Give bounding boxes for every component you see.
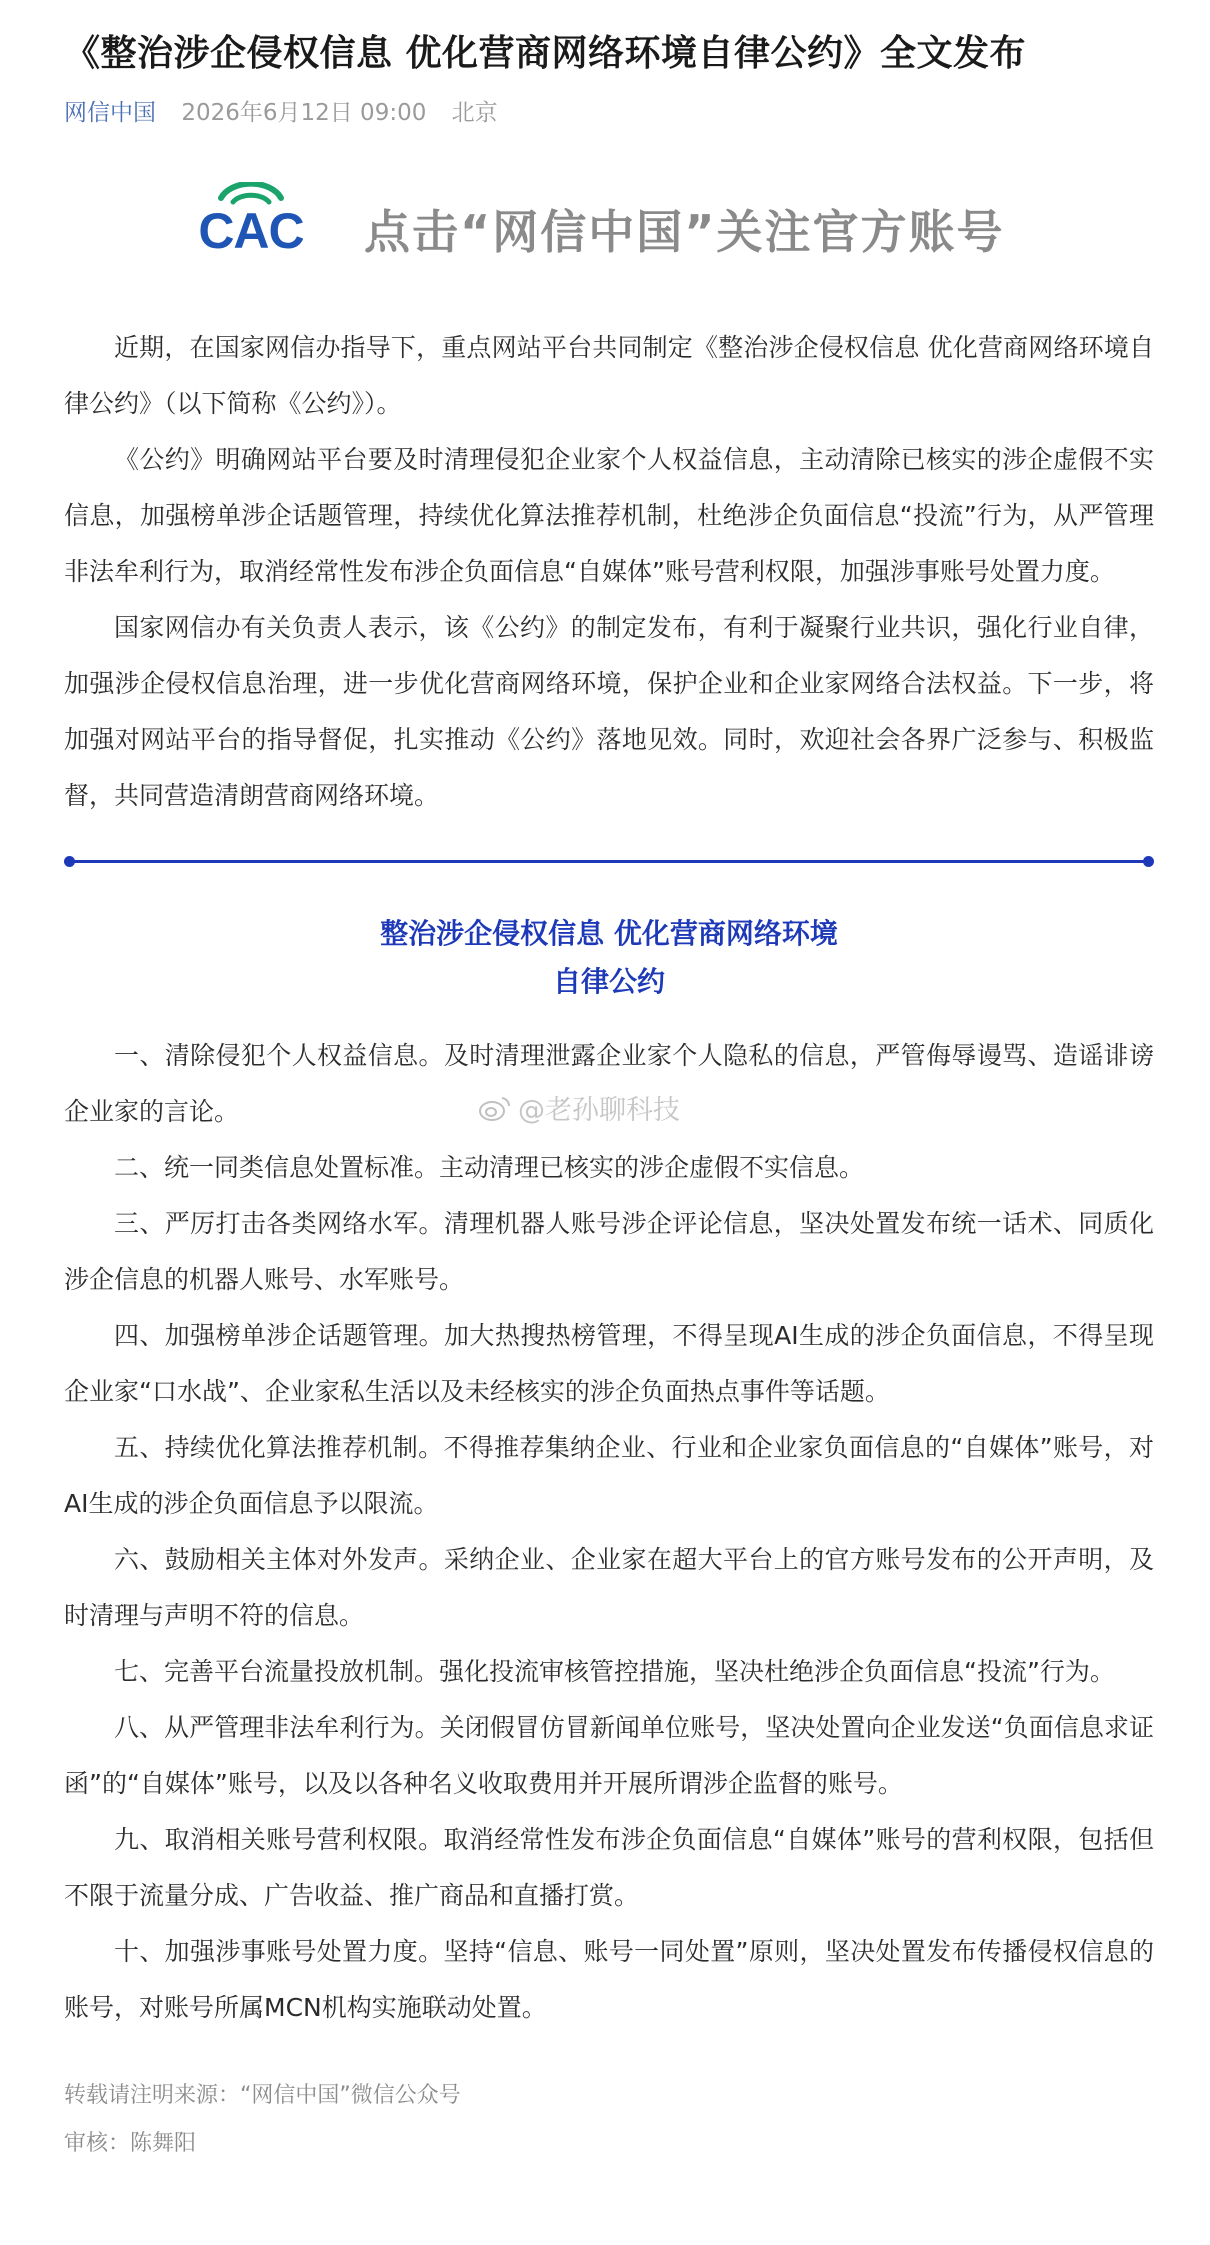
convention-item: 四、加强榜单涉企话题管理。加大热搜热榜管理，不得呈现AI生成的涉企负面信息，不得呈现企业家“口水战”、企业家私生活以及未经核实的涉企负面热点事件等话题。 bbox=[64, 1321, 1154, 1406]
reprint-note: 转载请注明来源：“网信中国”微信公众号 bbox=[64, 2083, 461, 2108]
watermark-text: @老孙聊科技 bbox=[518, 1095, 680, 1126]
intro-paragraph: 国家网信办有关负责人表示，该《公约》的制定发布，有利于凝聚行业共识，强化行业自律，加强涉企侵权信息治理，进一步优化营商网络环境，保护企业和企业家网络合法权益。下一步，将加强对网站平台的指导督促，扎实推动《公约》落地见效。同时，欢迎社会各界广泛参与、积极监督，共同营造清朗营商网络环境。 bbox=[64, 613, 1154, 810]
section-divider bbox=[64, 854, 1154, 868]
cac-logo bbox=[176, 182, 326, 254]
divider-dot bbox=[1143, 856, 1154, 867]
reviewer-note: 审核：陈舞阳 bbox=[64, 2131, 197, 2156]
convention-item: 十、加强涉事账号处置力度。坚持“信息、账号一同处置”原则，坚决处置发布传播侵权信息的账号，对账号所属MCN机构实施联动处置。 bbox=[64, 1937, 1154, 2022]
article-title: 《整治涉企侵权信息 优化营商网络环境自律公约》全文发布 bbox=[64, 33, 1027, 74]
convention-item: 二、统一同类信息处置标准。主动清理已核实的涉企虚假不实信息。 bbox=[114, 1153, 865, 1182]
follow-banner[interactable] bbox=[64, 182, 1154, 282]
banner-slogan: 点击“网信中国”关注官方账号 bbox=[364, 205, 1005, 259]
convention-title-line: 自律公约 bbox=[552, 965, 665, 998]
convention-item: 一、清除侵犯个人权益信息。及时清理泄露企业家个人隐私的信息，严管侮辱谩骂、造谣诽谤企业家的言论。 bbox=[64, 1041, 1154, 1126]
article-page bbox=[64, 0, 1154, 2166]
convention-title bbox=[64, 910, 1154, 1006]
article-meta bbox=[64, 98, 1154, 128]
convention-title-line: 整治涉企侵权信息 优化营商网络环境 bbox=[380, 917, 838, 950]
convention-item: 七、完善平台流量投放机制。强化投流审核管控措施，坚决杜绝涉企负面信息“投流”行为。 bbox=[114, 1657, 1115, 1686]
convention-item: 五、持续优化算法推荐机制。不得推荐集纳企业、行业和企业家负面信息的“自媒体”账号，对AI生成的涉企负面信息予以限流。 bbox=[64, 1433, 1154, 1518]
logo-text: CAC bbox=[198, 203, 304, 254]
divider-line bbox=[68, 860, 1150, 863]
convention-item: 六、鼓励相关主体对外发声。采纳企业、企业家在超大平台上的官方账号发布的公开声明，及时清理与声明不符的信息。 bbox=[64, 1545, 1154, 1630]
weibo-watermark bbox=[478, 1088, 680, 1127]
convention-item: 九、取消相关账号营利权限。取消经常性发布涉企负面信息“自媒体”账号的营利权限，包括但不限于流量分成、广告收益、推广商品和直播打赏。 bbox=[64, 1825, 1154, 1910]
publish-date: 2026年6月12日 09:00 bbox=[181, 100, 427, 126]
convention-item: 八、从严管理非法牟利行为。关闭假冒仿冒新闻单位账号，坚决处置向企业发送“负面信息求证函”的“自媒体”账号，以及以各种名义收取费用并开展所谓涉企监督的账号。 bbox=[64, 1713, 1154, 1798]
weibo-icon bbox=[478, 1094, 512, 1122]
source-link[interactable]: 网信中国 bbox=[64, 100, 156, 126]
convention-items bbox=[64, 1028, 1154, 2036]
convention-item: 三、严厉打击各类网络水军。清理机器人账号涉企评论信息，坚决处置发布统一话术、同质化涉企信息的机器人账号、水军账号。 bbox=[64, 1209, 1154, 1294]
intro-section bbox=[64, 320, 1154, 824]
publish-location: 北京 bbox=[451, 100, 498, 126]
intro-paragraph: 《公约》明确网站平台要及时清理侵犯企业家个人权益信息，主动清除已核实的涉企虚假不实信息，加强榜单涉企话题管理，持续优化算法推荐机制，杜绝涉企负面信息“投流”行为，从严管理非法牟利行为，取消经常性发布涉企负面信息“自媒体”账号营利权限，加强涉事账号处置力度。 bbox=[64, 445, 1154, 586]
intro-paragraph: 近期，在国家网信办指导下，重点网站平台共同制定《整治涉企侵权信息 优化营商网络环境自律公约》（以下简称《公约》）。 bbox=[64, 333, 1154, 418]
